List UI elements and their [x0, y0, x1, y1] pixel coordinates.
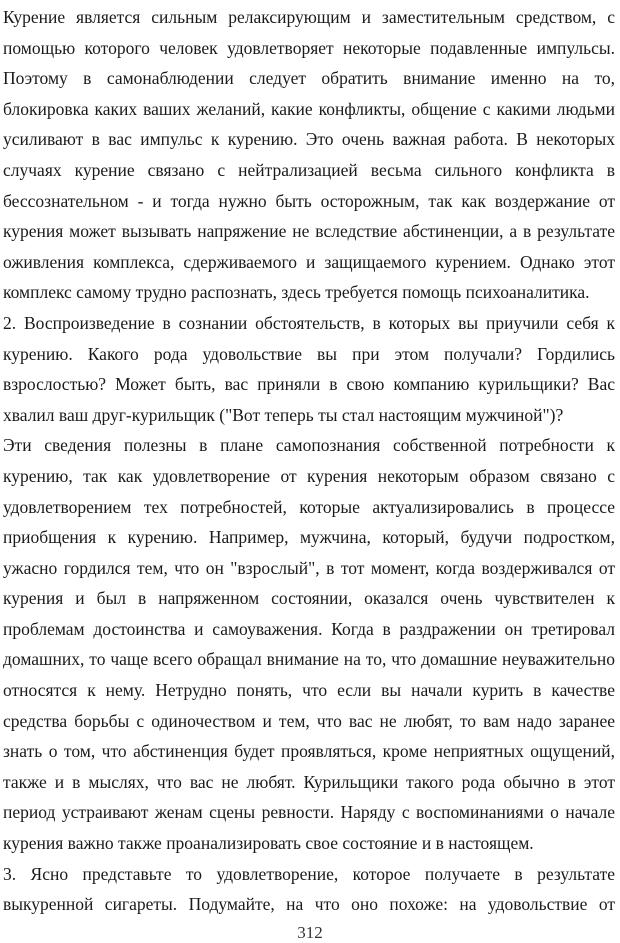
text-line: выкуренной сигареты. Подумайте, на что оно похоже: на удовольствие от	[3, 894, 615, 915]
text-line: взрослостью? Может быть, вас приняли в свою компанию курильщики? Вас	[3, 374, 615, 395]
text-line: знать о том, что абстиненция будет проявляться, кроме неприятных ощущений,	[3, 741, 615, 762]
text-line: средства борьбы с одиночеством и тем, что вас не любят, то вам надо заранее	[3, 710, 615, 731]
text-line: блокировка каких ваших желаний, какие конфликты, общение с какими людьми	[3, 98, 615, 119]
text-line: удовлетворением тех потребностей, которые актуализировались в процессе	[3, 496, 615, 517]
text-line: 2. Воспроизведение в сознании обстоятельств, в которых вы приучили себя к	[3, 312, 615, 333]
text-line: курения может вызывать напряжение не вследствие абстиненции, а в результате	[3, 221, 615, 242]
text-line: ужасно гордился тем, что он "взрослый", в тот момент, когда воздерживался от	[3, 557, 615, 578]
text-line: Поэтому в самонаблюдении следует обратить внимание именно на то,	[3, 68, 615, 89]
text-line: период устраивают женам сцены ревности. Наряду с воспоминаниями о начале	[3, 802, 615, 823]
text-line: помощью которого человек удовлетворяет некоторые подавленные импульсы.	[3, 37, 615, 58]
text-line: Эти сведения полезны в плане самопознания собственной потребности к	[3, 435, 615, 456]
text-line: приобщения к курению. Например, мужчина, который, будучи подростком,	[3, 527, 615, 548]
text-line: также и в мыслях, что вас не любят. Курильщики такого рода обычно в этот	[3, 771, 615, 792]
text-line: бессознательном - и тогда нужно быть осторожным, так как воздержание от	[3, 190, 615, 211]
text-line: курения и был в напряженном состоянии, оказался очень чувствителен к	[3, 588, 615, 609]
text-line: оживления комплекса, сдерживаемого и защищаемого курением. Однако этот	[3, 251, 615, 272]
text-line: относятся к нему. Нетрудно понять, что если вы начали курить в качестве	[3, 680, 615, 701]
text-line: курения важно также проанализировать свое состояние и в настоящем.	[3, 833, 534, 854]
text-line: проблемам достоинства и самоуважения. Когда в раздражении он третировал	[3, 618, 615, 639]
text-line: Курение является сильным релаксирующим и заместительным средством, с	[3, 7, 615, 27]
body-text	[3, 2, 620, 920]
text-line: курению, так как удовлетворение от курения некоторым образом связано с	[3, 465, 615, 486]
text-line: курению. Какого рода удовольствие вы при этом получали? Гордились	[3, 343, 615, 364]
page-number: 312	[297, 923, 323, 942]
text-line: 3. Ясно представьте то удовлетворение, которое получаете в результате	[3, 863, 615, 884]
text-line: хвалил ваш друг-курильщик ("Вот теперь ты стал настоящим мужчиной")?	[3, 404, 564, 425]
text-line: комплекс самому трудно распознать, здесь требуется помощь психоаналитика.	[3, 282, 590, 303]
text-line: домашних, то чаще всего обращал внимание на то, что домашние неуважительно	[3, 649, 615, 670]
text-line: случаях курение связано с нейтрализацией весьма сильного конфликта в	[3, 159, 615, 180]
text-line: усиливают в вас импульс к курению. Это очень важная работа. В некоторых	[3, 129, 615, 150]
